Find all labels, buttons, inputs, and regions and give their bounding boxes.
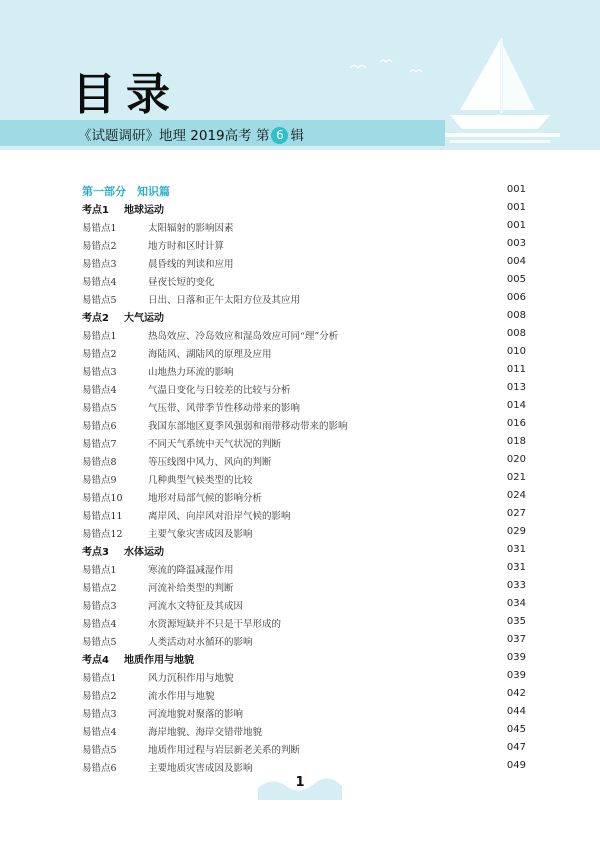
toc-entry-number: 易错点5 bbox=[82, 403, 117, 414]
toc-entry-title: 河流水文特征及其成因 bbox=[148, 601, 244, 612]
toc-entry-title: 水资源短缺并不只是干旱形成的 bbox=[148, 619, 282, 630]
toc-entry-number: 易错点7 bbox=[82, 439, 117, 450]
toc-entry-page: 004 bbox=[506, 256, 526, 267]
toc-entry-number: 易错点1 bbox=[82, 565, 117, 576]
toc-entry-title: 人类活动对水循环的影响 bbox=[148, 637, 253, 648]
toc-entry-page: 039 bbox=[506, 652, 526, 663]
toc-entry-page: 001 bbox=[506, 184, 526, 195]
toc-entry[interactable] bbox=[82, 379, 526, 397]
toc-entry[interactable] bbox=[82, 595, 526, 613]
toc-entry-page: 029 bbox=[506, 526, 526, 537]
toc-entry-number: 考点2 bbox=[82, 313, 109, 324]
toc-entry-title: 地质作用过程与岩层新老关系的判断 bbox=[148, 745, 301, 756]
toc-entry-title: 离岸风、向岸风对沿岸气候的影响 bbox=[148, 511, 291, 522]
toc-entry-number: 易错点2 bbox=[82, 583, 117, 594]
toc-entry-title: 海陆风、湖陆风的原理及应用 bbox=[148, 349, 272, 360]
toc-entry-page: 047 bbox=[506, 742, 526, 753]
toc-entry-page: 035 bbox=[506, 616, 526, 627]
toc-entry-title: 风力沉积作用与地貌 bbox=[148, 673, 234, 684]
toc-entry-number: 易错点4 bbox=[82, 277, 117, 288]
toc-entry-number: 易错点6 bbox=[82, 763, 117, 774]
toc-entry-number: 易错点2 bbox=[82, 241, 117, 252]
toc-entry-page: 001 bbox=[506, 202, 526, 213]
toc-entry-title: 地球运动 bbox=[124, 205, 164, 216]
toc-entry[interactable] bbox=[82, 343, 526, 361]
toc-entry-number: 易错点3 bbox=[82, 601, 117, 612]
toc-entry-page: 034 bbox=[506, 598, 526, 609]
toc-entry-number: 易错点12 bbox=[82, 529, 123, 540]
toc-part[interactable] bbox=[82, 181, 526, 199]
toc-entry-title: 晨昏线的判读和应用 bbox=[148, 259, 234, 270]
toc-entry-page: 039 bbox=[506, 670, 526, 681]
toc-entry-number: 易错点3 bbox=[82, 259, 117, 270]
toc-entry-page: 003 bbox=[506, 238, 526, 249]
toc-entry-page: 031 bbox=[506, 544, 526, 555]
toc-entry-page: 001 bbox=[506, 220, 526, 231]
toc-entry-page: 049 bbox=[506, 760, 526, 771]
toc-entry-title: 河流补给类型的判断 bbox=[148, 583, 234, 594]
toc-entry[interactable] bbox=[82, 469, 526, 487]
toc-entry[interactable] bbox=[82, 433, 526, 451]
toc-entry-title: 第一部分 知识篇 bbox=[82, 185, 170, 198]
toc-entry-title: 河流地貌对聚落的影响 bbox=[148, 709, 244, 720]
toc-entry-number: 易错点9 bbox=[82, 475, 117, 486]
toc-entry-page: 011 bbox=[506, 364, 526, 375]
toc-entry-title: 热岛效应、冷岛效应和湿岛效应可同“理”分析 bbox=[148, 331, 339, 342]
toc-entry-title: 地形对局部气候的影响分析 bbox=[148, 493, 263, 504]
toc-entry[interactable] bbox=[82, 397, 526, 415]
toc-entry-number: 易错点1 bbox=[82, 331, 117, 342]
toc-entry[interactable] bbox=[82, 685, 526, 703]
toc-entry-page: 037 bbox=[506, 634, 526, 645]
toc-entry-number: 易错点1 bbox=[82, 673, 117, 684]
toc-entry[interactable] bbox=[82, 523, 526, 541]
toc-entry[interactable] bbox=[82, 253, 526, 271]
toc-entry-number: 易错点5 bbox=[82, 637, 117, 648]
toc-entry-number: 易错点2 bbox=[82, 349, 117, 360]
toc-entry-title: 太阳辐射的影响因素 bbox=[148, 223, 234, 234]
toc-entry-page: 024 bbox=[506, 490, 526, 501]
issue-badge: 6 bbox=[271, 127, 288, 144]
toc-entry-title: 海岸地貌、海岸交错带地貌 bbox=[148, 727, 263, 738]
toc-entry-page: 008 bbox=[506, 310, 526, 321]
toc-entry-title: 几种典型气候类型的比较 bbox=[148, 475, 253, 486]
toc-entry-number: 考点1 bbox=[82, 205, 109, 216]
toc-entry-title: 气压带、风带季节性移动带来的影响 bbox=[148, 403, 301, 414]
toc-entry-page: 021 bbox=[506, 472, 526, 483]
toc-entry-number: 考点4 bbox=[82, 655, 109, 666]
toc-entry-title: 气温日变化与日较差的比较与分析 bbox=[148, 385, 291, 396]
toc-entry-page: 045 bbox=[506, 724, 526, 735]
toc-entry[interactable] bbox=[82, 325, 526, 343]
toc-entry-number: 易错点1 bbox=[82, 223, 117, 234]
toc-entry-page: 018 bbox=[506, 436, 526, 447]
toc-entry-page: 008 bbox=[506, 328, 526, 339]
page-title: 目录 bbox=[72, 69, 180, 120]
toc-entry[interactable] bbox=[82, 505, 526, 523]
toc-entry[interactable] bbox=[82, 217, 526, 235]
toc-section[interactable] bbox=[82, 649, 526, 667]
toc-entry-title: 不同天气系统中天气状况的判断 bbox=[148, 439, 282, 450]
toc-entry-number: 易错点2 bbox=[82, 691, 117, 702]
toc-entry-number: 易错点3 bbox=[82, 367, 117, 378]
toc-entry-number: 易错点4 bbox=[82, 727, 117, 738]
sailboat-icon bbox=[440, 35, 560, 145]
toc-entry-page: 005 bbox=[506, 274, 526, 285]
toc-entry-title: 主要气象灾害成因及影响 bbox=[148, 529, 253, 540]
toc-entry[interactable] bbox=[82, 271, 526, 289]
toc-entry-title: 水体运动 bbox=[124, 547, 164, 558]
toc-entry-number: 易错点5 bbox=[82, 745, 117, 756]
toc-entry-page: 031 bbox=[506, 562, 526, 573]
toc-entry-page: 013 bbox=[506, 382, 526, 393]
toc-entry-title: 山地热力环流的影响 bbox=[148, 367, 234, 378]
toc-entry[interactable] bbox=[82, 721, 526, 739]
toc-entry[interactable] bbox=[82, 235, 526, 253]
toc-entry-page: 033 bbox=[506, 580, 526, 591]
toc-entry-title: 大气运动 bbox=[124, 313, 164, 324]
toc-section[interactable] bbox=[82, 199, 526, 217]
toc-entry[interactable] bbox=[82, 289, 526, 307]
toc-entry-number: 易错点6 bbox=[82, 421, 117, 432]
toc-entry[interactable] bbox=[82, 361, 526, 379]
page-number: 1 bbox=[295, 775, 305, 790]
toc-entry-title: 昼夜长短的变化 bbox=[148, 277, 215, 288]
toc-entry-title: 地方时和区时计算 bbox=[148, 241, 225, 252]
toc-entry-title: 我国东部地区夏季风强弱和雨带移动带来的影响 bbox=[148, 421, 348, 432]
toc-section[interactable] bbox=[82, 541, 526, 559]
toc-entry-title: 主要地质灾害成因及影响 bbox=[148, 763, 253, 774]
toc-entry-page: 027 bbox=[506, 508, 526, 519]
toc-entry[interactable] bbox=[82, 487, 526, 505]
toc-entry-number: 易错点11 bbox=[82, 511, 123, 522]
toc-entry-number: 易错点10 bbox=[82, 493, 123, 504]
toc-entry[interactable] bbox=[82, 577, 526, 595]
toc-entry-page: 042 bbox=[506, 688, 526, 699]
toc-entry-number: 易错点4 bbox=[82, 619, 117, 630]
subtitle bbox=[78, 124, 304, 144]
toc-section[interactable] bbox=[82, 307, 526, 325]
toc-entry[interactable] bbox=[82, 451, 526, 469]
toc-entry-number: 易错点8 bbox=[82, 457, 117, 468]
table-of-contents bbox=[82, 181, 526, 775]
subtitle-suffix: 辑 bbox=[290, 128, 304, 144]
toc-entry-title: 寒流的降温减湿作用 bbox=[148, 565, 234, 576]
toc-entry-title: 日出、日落和正午太阳方位及其应用 bbox=[148, 295, 301, 306]
toc-entry-page: 010 bbox=[506, 346, 526, 357]
subtitle-prefix: 《试题调研》地理 2019高考 第 bbox=[78, 128, 270, 144]
toc-entry-title: 地质作用与地貌 bbox=[124, 655, 194, 666]
toc-entry-title: 等压线图中风力、风向的判断 bbox=[148, 457, 272, 468]
toc-entry-page: 020 bbox=[506, 454, 526, 465]
toc-entry[interactable] bbox=[82, 739, 526, 757]
toc-entry-number: 考点3 bbox=[82, 547, 109, 558]
toc-entry-page: 044 bbox=[506, 706, 526, 717]
toc-entry-page: 016 bbox=[506, 418, 526, 429]
toc-entry[interactable] bbox=[82, 667, 526, 685]
toc-entry-page: 006 bbox=[506, 292, 526, 303]
toc-entry-number: 易错点5 bbox=[82, 295, 117, 306]
toc-entry-number: 易错点4 bbox=[82, 385, 117, 396]
toc-entry[interactable] bbox=[82, 559, 526, 577]
toc-entry-number: 易错点3 bbox=[82, 709, 117, 720]
toc-entry[interactable] bbox=[82, 613, 526, 631]
toc-entry[interactable] bbox=[82, 631, 526, 649]
seagull-icon bbox=[340, 50, 440, 80]
toc-entry-page: 014 bbox=[506, 400, 526, 411]
toc-entry[interactable] bbox=[82, 415, 526, 433]
toc-entry[interactable] bbox=[82, 703, 526, 721]
toc-entry-title: 流水作用与地貌 bbox=[148, 691, 215, 702]
